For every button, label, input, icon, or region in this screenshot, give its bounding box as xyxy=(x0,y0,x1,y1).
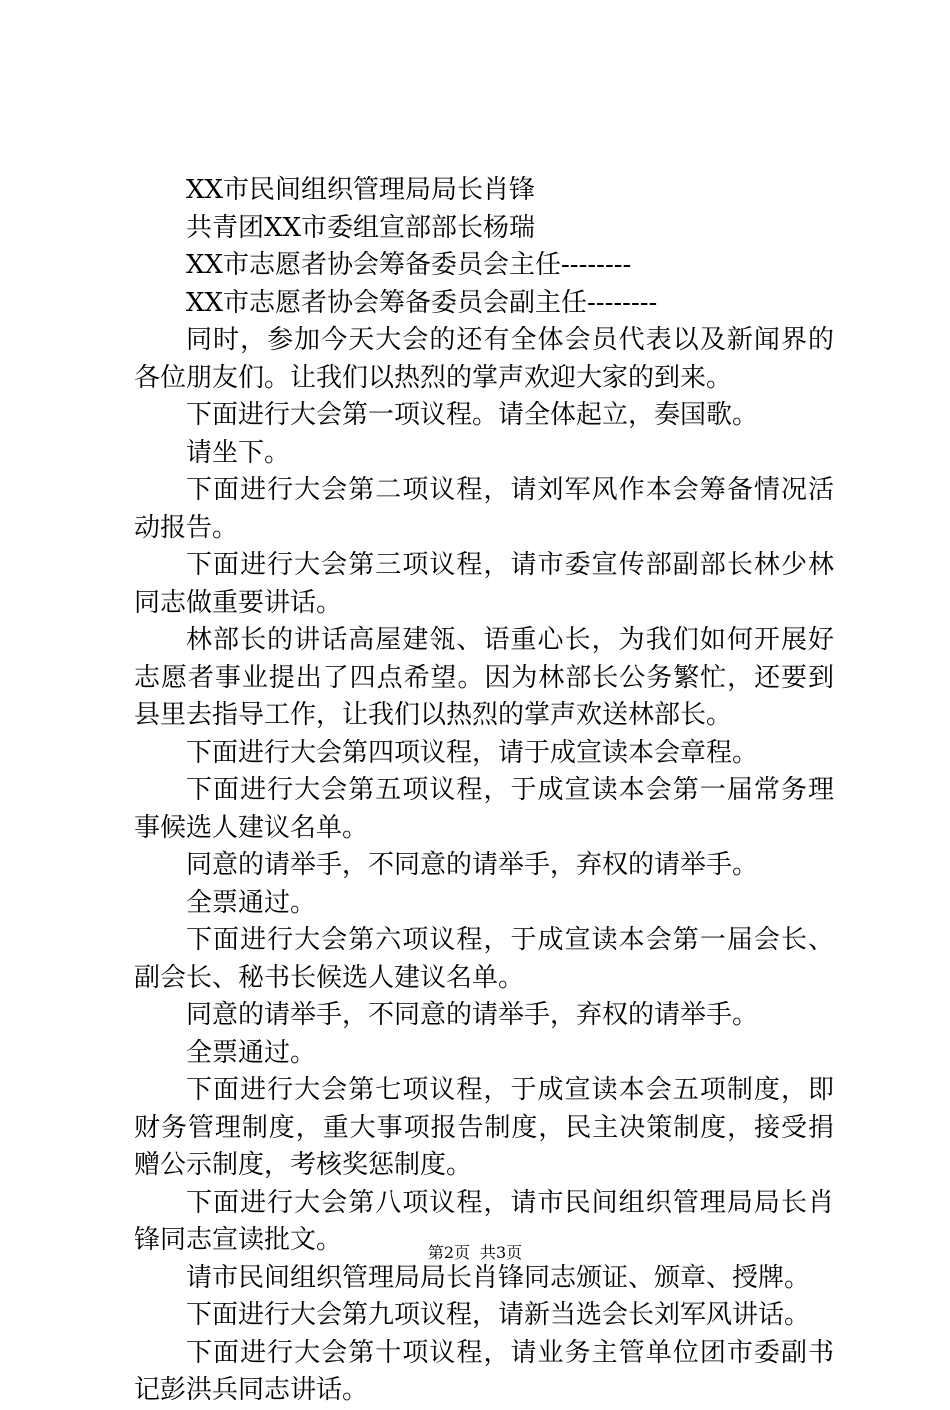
paragraph: 下面进行大会第一项议程。请全体起立，奏国歌。 xyxy=(186,400,759,430)
paragraph: XX市民间组织管理局局长肖锋 xyxy=(186,175,536,205)
page-total: 共3页 xyxy=(480,1243,523,1262)
paragraph: 下面进行大会第七项议程，于成宣读本会五项制度，即财务管理制度，重大事项报告制度，民主决策制度，接受捐赠公示制度，考核奖惩制度。 xyxy=(134,1075,834,1180)
paragraph: 下面进行大会第五项议程，于成宣读本会第一届常务理事候选人建议名单。 xyxy=(134,775,834,843)
paragraph: 请市民间组织管理局局长肖锋同志颁证、颁章、授牌。 xyxy=(186,1262,811,1293)
page-footer xyxy=(0,1242,950,1264)
paragraph: 下面进行大会第十项议程，请业务主管单位团市委副书记彭洪兵同志讲话。 xyxy=(134,1337,834,1405)
paragraph: 下面进行大会第六项议程，于成宣读本会第一届会长、副会长、秘书长候选人建议名单。 xyxy=(134,925,834,993)
paragraph: 同时，参加今天大会的还有全体会员代表以及新闻界的各位朋友们。让我们以热烈的掌声欢迎大家的到来。 xyxy=(134,325,834,393)
paragraph: 下面进行大会第二项议程，请刘军风作本会筹备情况活动报告。 xyxy=(134,475,834,543)
document-body xyxy=(134,172,834,1410)
paragraph: 林部长的讲话高屋建瓴、语重心长，为我们如何开展好志愿者事业提出了四点希望。因为林部长公务繁忙，还要到县里去指导工作，让我们以热烈的掌声欢送林部长。 xyxy=(134,625,834,730)
paragraph: 下面进行大会第四项议程，请于成宣读本会章程。 xyxy=(186,737,759,768)
paragraph: 下面进行大会第九项议程，请新当选会长刘军风讲话。 xyxy=(186,1300,811,1330)
paragraph: 共青团XX市委组宣部部长杨瑞 xyxy=(186,212,536,243)
paragraph: 下面进行大会第三项议程，请市委宣传部副部长林少林同志做重要讲话。 xyxy=(134,550,834,618)
paragraph: 请坐下。 xyxy=(186,437,291,468)
paragraph: 同意的请举手，不同意的请举手，弃权的请举手。 xyxy=(186,850,759,880)
paragraph: 下面进行大会第八项议程，请市民间组织管理局局长肖锋同志宣读批文。 xyxy=(134,1187,834,1255)
paragraph: 全票通过。 xyxy=(186,887,317,918)
paragraph: XX市志愿者协会筹备委员会副主任-------- xyxy=(186,287,658,318)
paragraph: XX市志愿者协会筹备委员会主任-------- xyxy=(186,250,632,280)
page-number: 第2页 xyxy=(427,1243,470,1262)
paragraph: 同意的请举手，不同意的请举手，弃权的请举手。 xyxy=(186,1000,759,1030)
paragraph: 全票通过。 xyxy=(186,1037,317,1068)
